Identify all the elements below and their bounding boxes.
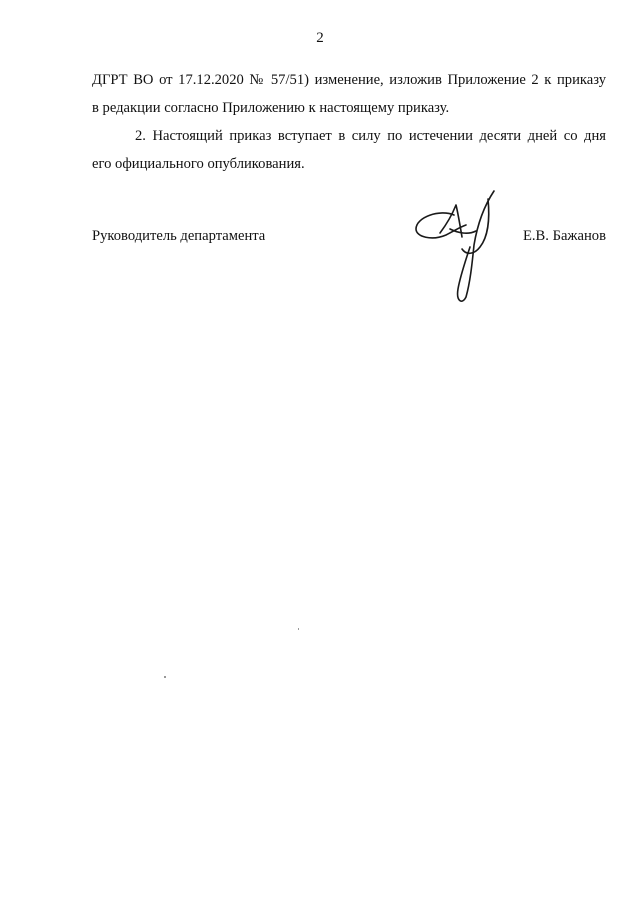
scan-speck xyxy=(164,676,166,678)
handwritten-signature xyxy=(410,185,510,307)
signatory-name: Е.В. Бажанов xyxy=(522,228,606,244)
scan-speck xyxy=(298,628,299,630)
paragraph-2-line-2: его официального опубликования. xyxy=(92,156,305,172)
paragraph-1-line-1: ДГРТ ВО от 17.12.2020 № 57/51) изменение, изложив Приложение 2 к приказу xyxy=(92,72,606,88)
signatory-role: Руководитель департамента xyxy=(92,228,266,244)
paragraph-2-line-1: 2. Настоящий приказ вступает в силу по истечении десяти дней со дня xyxy=(135,128,606,144)
document-body xyxy=(92,66,606,178)
paragraph-1-line-2: в редакции согласно Приложению к настоящему приказу. xyxy=(92,100,450,116)
page-number: 2 xyxy=(316,30,324,46)
paragraph-1 xyxy=(92,66,606,122)
paragraph-2 xyxy=(92,122,606,178)
